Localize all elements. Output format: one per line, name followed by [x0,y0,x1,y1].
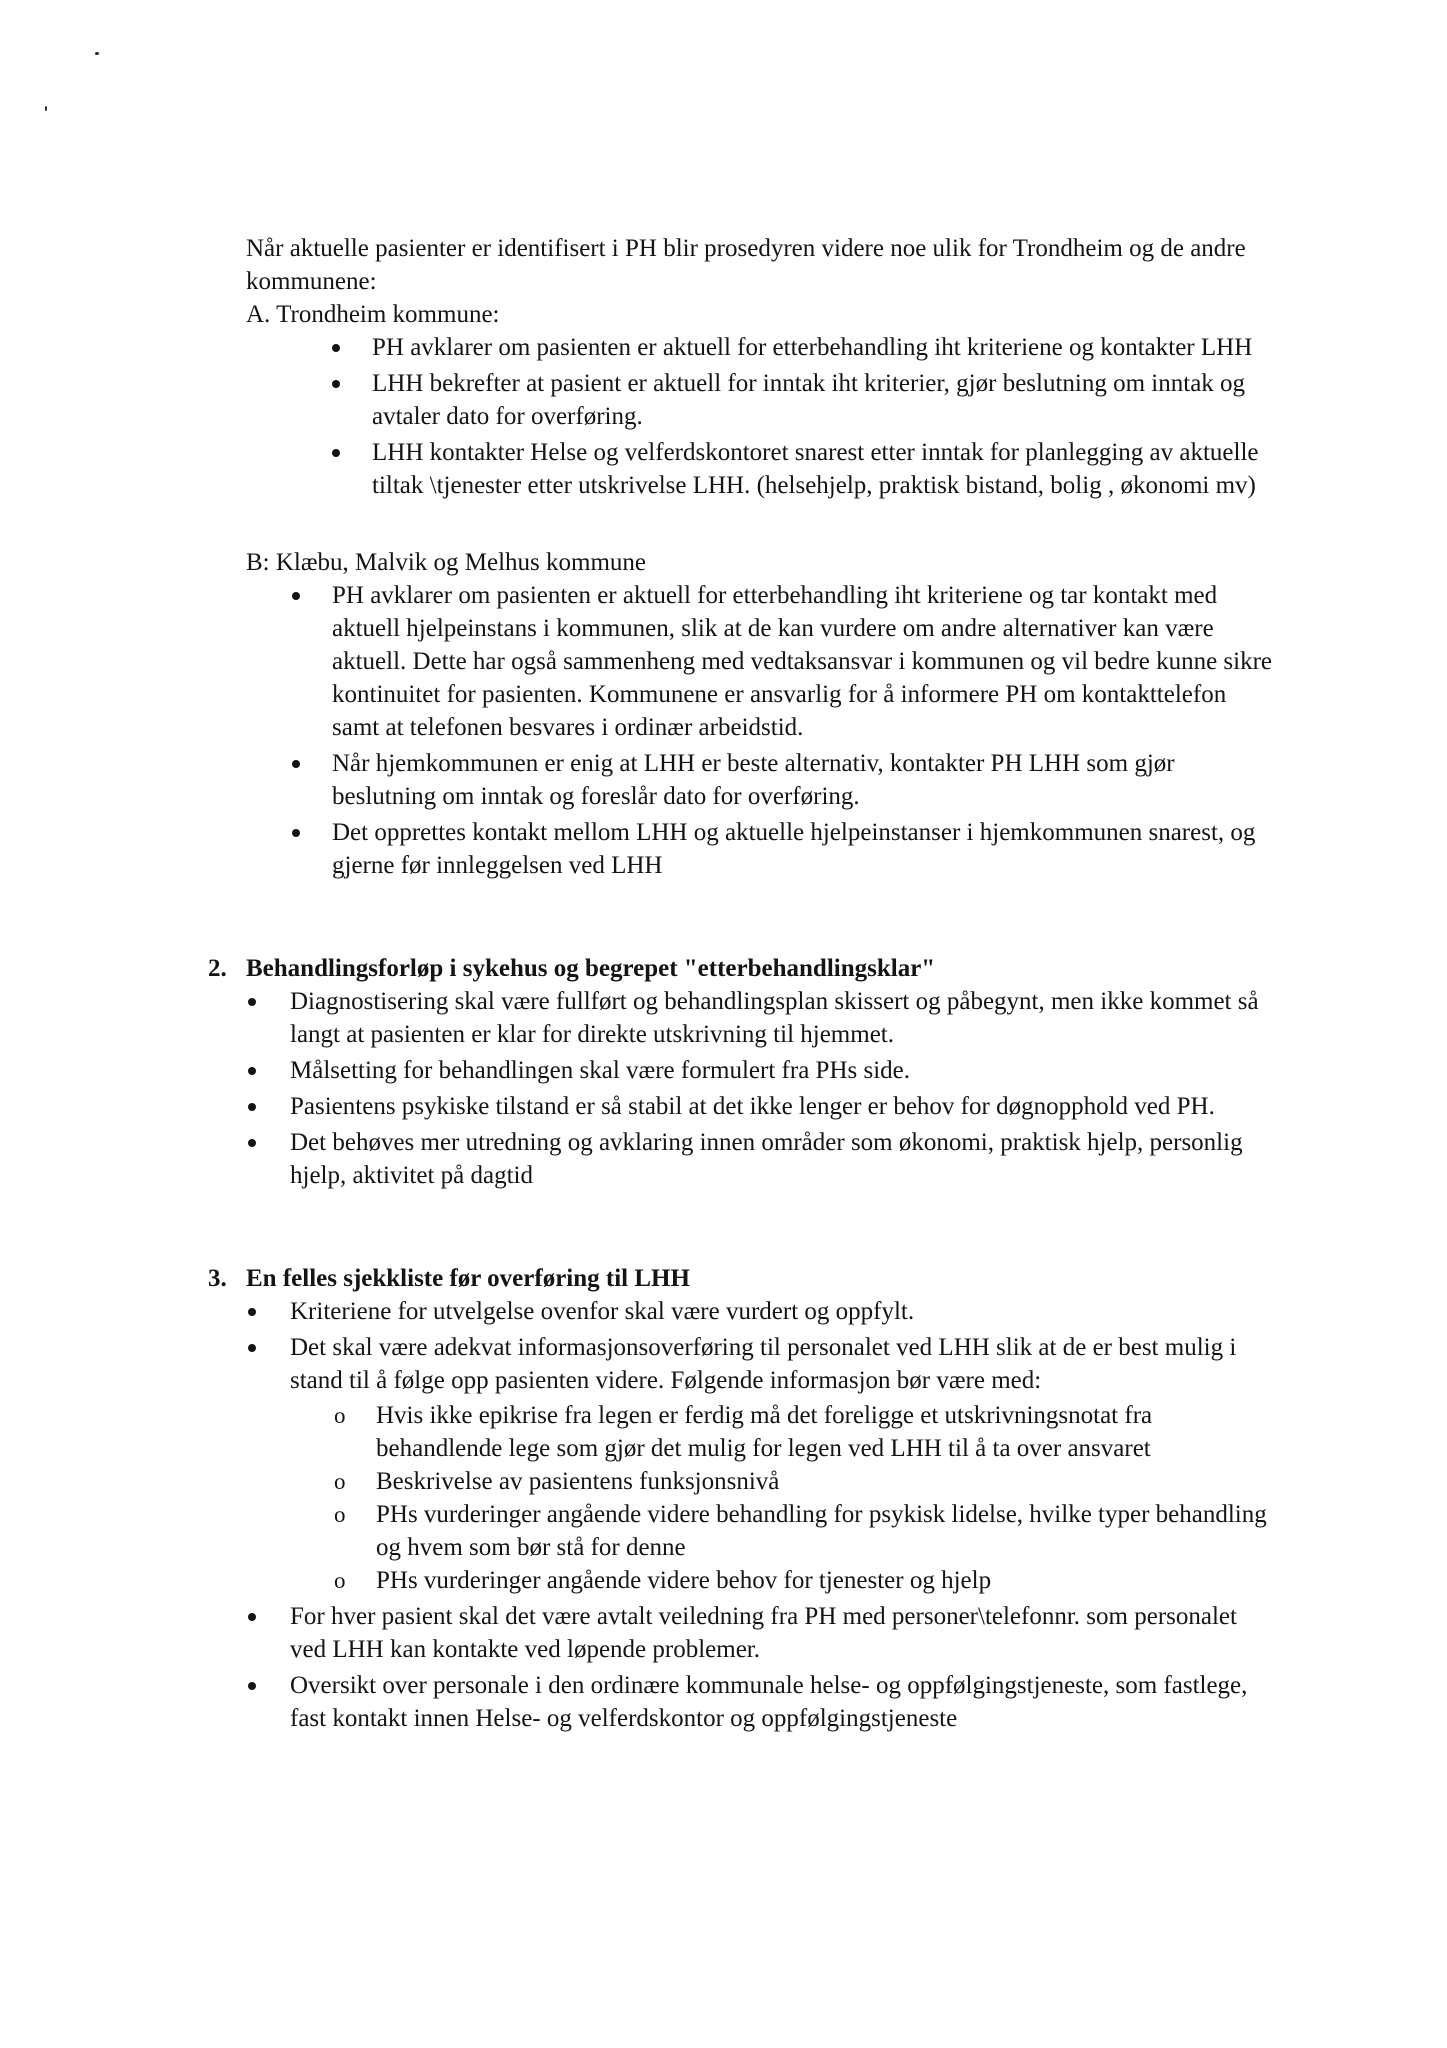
bullet-icon [332,380,340,388]
list-item: LHH bekrefter at pasient er aktuell for inntak iht kriterier, gjør beslutning om inntak og avtaler dato for overføring. [246,367,1276,433]
list-item: For hver pasient skal det være avtalt veiledning fra PH med personer\telefonnr. som personalet ved LHH kan kontakte ved løpende problemer. [246,1600,1276,1666]
sub-list-item: o Hvis ikke epikrise fra legen er ferdig må det foreligge et utskrivningsnotat fra behandlende lege som gjør det mulig for legen ved LHH til å ta over ansvaret [290,1399,1276,1465]
bullet-icon [248,1067,256,1075]
list-item: Det behøves mer utredning og avklaring innen områder som økonomi, praktisk hjelp, personlig hjelp, aktivitet på dagtid [246,1126,1276,1192]
section-heading [208,1262,1276,1295]
section-heading [208,952,1276,985]
part-a-heading: A. Trondheim kommune: [246,301,500,328]
list-item: PH avklarer om pasienten er aktuell for etterbehandling iht kriteriene og tar kontakt med aktuell hjelpeinstans i kommunen, slik at de kan vurdere om andre alternativer kan være aktuell. Dette har også sammenheng med vedtaksansvar i kommunen og vil bedre kunne sikre kontinuitet for pasienten. Kommunene er ansvarlig for å informere PH om kontakttelefon samt at telefonen besvares i ordinær arbeidstid. [246,579,1276,744]
section-title: En felles sjekkliste før overføring til LHH [246,1265,690,1292]
part-a-list [246,331,1276,502]
circle-bullet-icon: o [334,1568,346,1593]
bullet-icon [332,449,340,457]
section-3-list [246,1295,1276,1735]
bullet-icon [332,344,340,352]
part-b-heading: B: Klæbu, Malvik og Melhus kommune [246,549,646,576]
section-2-list [246,985,1276,1192]
section-2 [208,952,1276,1192]
list-item: LHH kontakter Helse og velferdskontoret snarest etter inntak for planlegging av aktuelle tiltak \tjenester etter utskrivelse LHH. (helsehjelp, praktisk bistand, bolig , økonomi mv) [246,436,1276,502]
list-item: Pasientens psykiske tilstand er så stabil at det ikke lenger er behov for døgnopphold ved PH. [246,1090,1276,1123]
circle-bullet-icon: o [334,1403,346,1428]
list-item: Når hjemkommunen er enig at LHH er beste alternativ, kontakter PH LHH som gjør beslutning om inntak og foreslår dato for overføring. [246,747,1276,813]
bullet-icon [292,592,300,600]
sub-list-item: o PHs vurderinger angående videre behov for tjenester og hjelp [290,1564,1276,1597]
list-item: Oversikt over personale i den ordinære kommunale helse- og oppfølgingstjeneste, som fastlege, fast kontakt innen Helse- og velferdskontor og oppfølgingstjeneste [246,1669,1276,1735]
bullet-icon [248,1103,256,1111]
bullet-icon [248,1308,256,1316]
section-number: 3. [208,1265,227,1292]
scan-speck [45,106,47,111]
list-item: Det opprettes kontakt mellom LHH og aktuelle hjelpeinstanser i hjemkommunen snarest, og gjerne før innleggelsen ved LHH [246,816,1276,882]
bullet-icon [292,760,300,768]
list-item: Kriteriene for utvelgelse ovenfor skal være vurdert og oppfylt. [246,1295,1276,1328]
bullet-icon [248,1613,256,1621]
sub-list-item: o Beskrivelse av pasientens funksjonsnivå [290,1465,1276,1498]
bullet-icon [292,829,300,837]
bullet-icon [248,1682,256,1690]
sub-list-item: o PHs vurderinger angående videre behandling for psykisk lidelse, hvilke typer behandling og hvem som bør stå for denne [290,1498,1276,1564]
bullet-icon [248,998,256,1006]
bullet-icon [248,1344,256,1352]
list-item: PH avklarer om pasienten er aktuell for etterbehandling iht kriteriene og kontakter LHH [246,331,1276,364]
section-number: 2. [208,955,227,982]
part-b-list [246,579,1276,882]
section-title: Behandlingsforløp i sykehus og begrepet "etterbehandlingsklar" [246,955,936,982]
intro-paragraph: Når aktuelle pasienter er identifisert i PH blir prosedyren videre noe ulik for Trondheim og de andre kommunene: [246,235,1246,295]
bullet-icon [248,1139,256,1147]
list-item: Diagnostisering skal være fullført og behandlingsplan skissert og påbegynt, men ikke kommet så langt at pasienten er klar for direkte utskrivning til hjemmet. [246,985,1276,1051]
circle-bullet-icon: o [334,1502,346,1527]
list-item: Det skal være adekvat informasjonsoverføring til personalet ved LHH slik at de er best mulig i stand til å følge opp pasienten videre. Følgende informasjon bør være med: o Hvis ikke epikrise fra legen er ferdig må det foreligge et utskrivningsnotat fra behandlende lege som gjør det mulig for legen ved LHH til å ta over ansvaret o Beskrivelse av pasientens funksjonsnivå o PHs vurderinger angående videre behandling for psykisk lidelse, hvilke typer behandling og hvem som bør stå for denne o PHs vurderinger angående videre behov for tjenester og hjelp [246,1331,1276,1597]
list-item: Målsetting for behandlingen skal være formulert fra PHs side. [246,1054,1276,1087]
document-body [208,232,1276,1738]
scan-speck [95,52,99,55]
sub-list [290,1399,1276,1597]
section-3 [208,1262,1276,1735]
circle-bullet-icon: o [334,1469,346,1494]
